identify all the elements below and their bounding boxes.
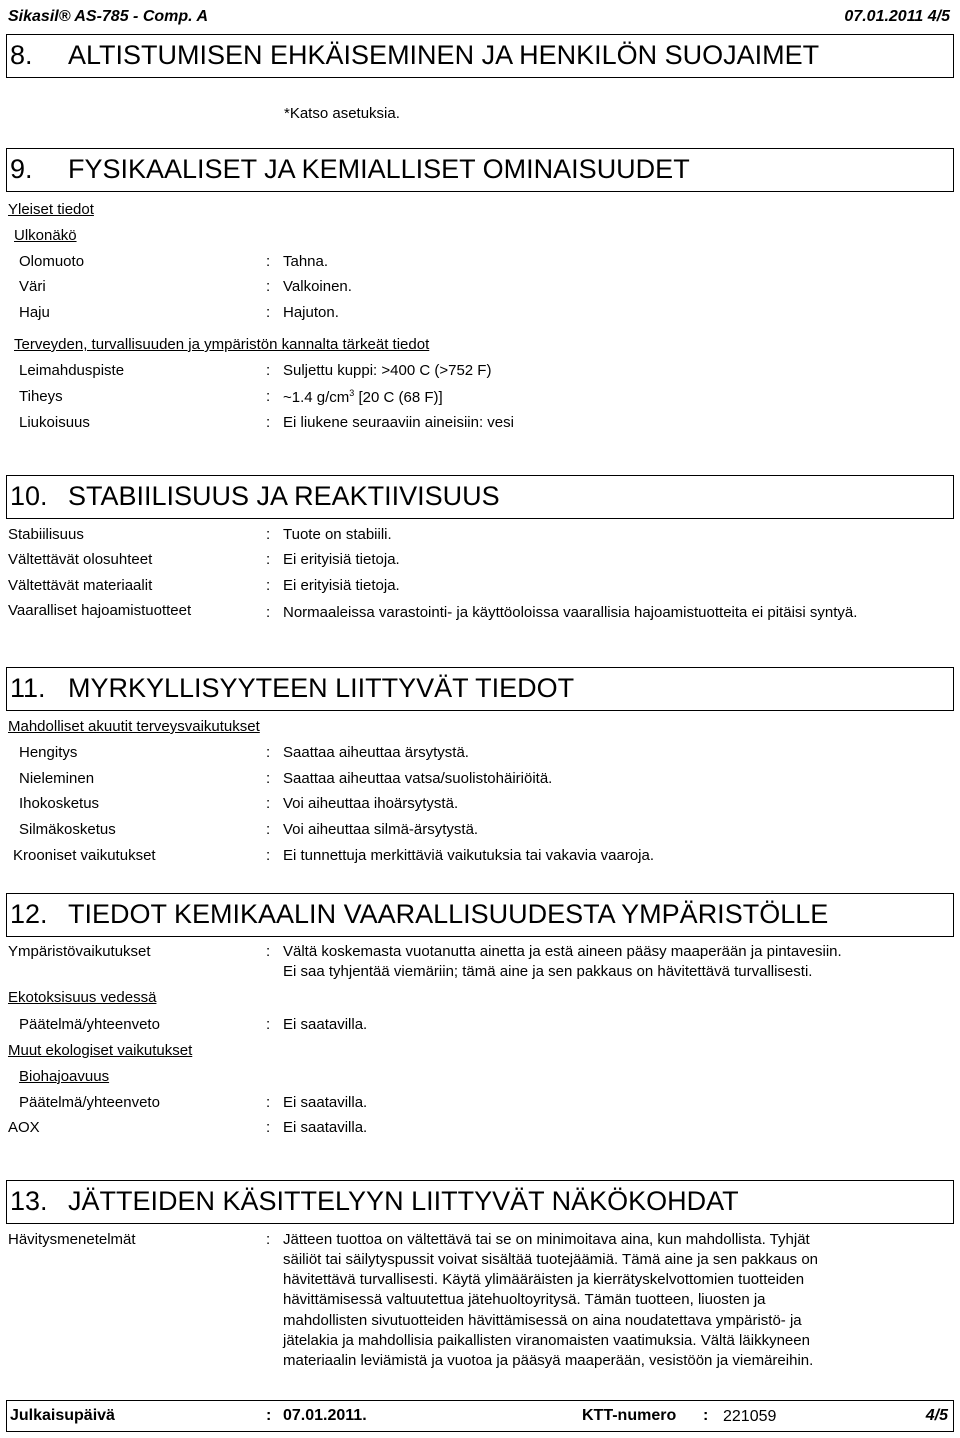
section-13-title: 13. JÄTTEIDEN KÄSITTELYYN LIITTYVÄT NÄKÖKOHDAT [10,1186,739,1216]
row-value: Saattaa aiheuttaa vatsa/suolistohäiriöitä. [283,770,553,787]
row-label: Vältettävät materiaalit [8,577,153,594]
row-colon: : [266,1119,271,1136]
environmental-effects-line-2: Ei saa tyhjentää viemäriin; tämä aine ja sen pakkaus on hävitettävä turvallisesti. [283,963,813,980]
row-value: Saattaa aiheuttaa ärsytystä. [283,744,469,761]
disposal-line: jätelakia ja mahdollisia paikallisten viranomaisten vaatimuksia. Vältä läikkyneen [283,1332,810,1349]
other-ecological-heading: Muut ekologiset vaikutukset [8,1042,193,1059]
disposal-line: säiliöt tai säilytyspussit voivat sisältää tuotejäämiä. Tämä aine ja sen pakkaus on [283,1251,818,1268]
row-colon: : [266,526,271,543]
section-12-title: 12. TIEDOT KEMIKAALIN VAARALLISUUDESTA YMPÄRISTÖLLE [10,899,829,929]
section-8-note: *Katso asetuksia. [284,105,400,122]
row-colon: : [266,1094,271,1111]
footer-colon: : [703,1407,709,1424]
document-date-page: 07.01.2011 4/5 [844,8,950,25]
appearance-heading: Ulkonäkö [14,227,77,244]
row-label: Haju [19,304,50,321]
row-value: Valkoinen. [283,278,352,295]
flash-point-label: Leimahduspiste [19,362,125,379]
row-value: Hajuton. [283,304,339,321]
conclusion-label: Päätelmä/yhteenveto [19,1094,160,1111]
row-label: Nieleminen [19,770,95,787]
conclusion-value: Ei saatavilla. [283,1094,368,1111]
biodegradability-heading: Biohajoavuus [19,1068,110,1085]
row-colon: : [266,304,271,321]
ktt-number-value: 221059 [723,1408,777,1425]
row-label: Stabiilisuus [8,526,84,543]
section-8-title: 8. ALTISTUMISEN EHKÄISEMINEN JA HENKILÖN SUOJAIMET [10,40,820,70]
row-colon: : [266,388,271,405]
row-value: Voi aiheuttaa ihoärsytystä. [283,795,459,812]
health-safety-heading: Terveyden, turvallisuuden ja ympäristön kannalta tärkeät tiedot [14,336,430,353]
row-label: Hengitys [19,744,78,761]
solubility-value: Ei liukene seuraaviin aineisiin: vesi [283,414,514,431]
row-label: Silmäkosketus [19,821,116,838]
chronic-effects-value: Ei tunnettuja merkittäviä vaikutuksia tai vakavia vaaroja. [283,847,655,864]
row-colon: : [266,577,271,594]
row-colon: : [266,253,271,270]
publication-date-label: Julkaisupäivä [10,1407,115,1424]
row-value: Tuote on stabiili. [283,526,392,543]
row-colon: : [266,604,271,621]
row-colon: : [266,278,271,295]
disposal-line: mahdollisten sivutuotteiden hävittämisessä on aina noudatettava ympäristö- ja [283,1312,802,1329]
solubility-label: Liukoisuus [19,414,90,431]
flash-point-value: Suljettu kuppi: >400 C (>752 F) [283,362,492,379]
row-colon: : [266,821,271,838]
row-colon: : [266,795,271,812]
environmental-effects-line-1: Vältä koskemasta vuotanutta ainetta ja estä aineen pääsy maaperään ja pintavesiin. [283,943,842,960]
environmental-effects-label: Ympäristövaikutukset [8,943,151,960]
row-label: Vältettävät olosuhteet [8,551,153,568]
disposal-line: Jätteen tuottoa on vältettävä tai se on minimoitava aina, kun mahdollista. Tyhjät [283,1231,810,1248]
chronic-effects-label: Krooniset vaikutukset [13,847,156,864]
section-11-title: 11. MYRKYLLISYYTEEN LIITTYVÄT TIEDOT [10,673,575,703]
density-value: ~1.4 $g/cm^3$ [20 C (68 F)] [283,388,443,406]
row-colon: : [266,1231,271,1248]
acute-effects-heading: Mahdolliset akuutit terveysvaikutukset [8,718,260,735]
row-colon: : [266,414,271,431]
row-label: Väri [19,278,46,295]
aox-label: AOX [8,1119,40,1136]
general-info-heading: Yleiset tiedot [8,201,94,218]
density-label: Tiheys [19,388,63,405]
disposal-line: materiaalin leviämistä ja vuotoa ja pääsyä maaperään, vesistöön ja viemäreihin. [283,1352,814,1369]
publication-date-value: 07.01.2011. [283,1407,367,1424]
row-value: Voi aiheuttaa silmä-ärsytystä. [283,821,479,838]
ktt-number-label: KTT-numero [582,1407,677,1424]
section-9-title: 9. FYSIKAALISET JA KEMIALLISET OMINAISUUDET [10,154,690,184]
row-colon: : [266,744,271,761]
row-value: Ei erityisiä tietoja. [283,551,400,568]
row-label: Olomuoto [19,253,85,270]
row-colon: : [266,770,271,787]
footer-colon: : [266,1407,272,1424]
aox-value: Ei saatavilla. [283,1119,368,1136]
row-label: Vaaralliset hajoamistuotteet [8,602,192,619]
conclusion-value: Ei saatavilla. [283,1016,368,1033]
row-value: Normaaleissa varastointi- ja käyttöoloissa vaarallisia hajoamistuotteita ei pitäisi syntyä. [283,604,858,621]
row-value: Tahna. [283,253,329,270]
disposal-line: hävittämisessä valtuutettua jätehuoltoyritysä. Tämän tuotteen, liuosten ja [283,1291,766,1308]
footer-box [6,1400,954,1432]
row-colon: : [266,362,271,379]
footer-page-number: 4/5 [925,1407,948,1424]
document-product-name: Sikasil® AS-785 - Comp. A [8,8,208,25]
disposal-line: hävitettävä turvallisesti. Käytä ylimääräisten ja kierrätyskelvottomien tuotteiden [283,1271,805,1288]
row-label: Ihokosketus [19,795,100,812]
section-10-title: 10. STABIILISUUS JA REAKTIIVISUUS [10,481,500,511]
row-colon: : [266,1016,271,1033]
row-colon: : [266,551,271,568]
row-colon: : [266,847,271,864]
row-value: Ei erityisiä tietoja. [283,577,400,594]
conclusion-label: Päätelmä/yhteenveto [19,1016,160,1033]
disposal-methods-label: Hävitysmenetelmät [8,1231,136,1248]
ecotoxicity-heading: Ekotoksisuus vedessä [8,989,157,1006]
row-colon: : [266,943,271,960]
